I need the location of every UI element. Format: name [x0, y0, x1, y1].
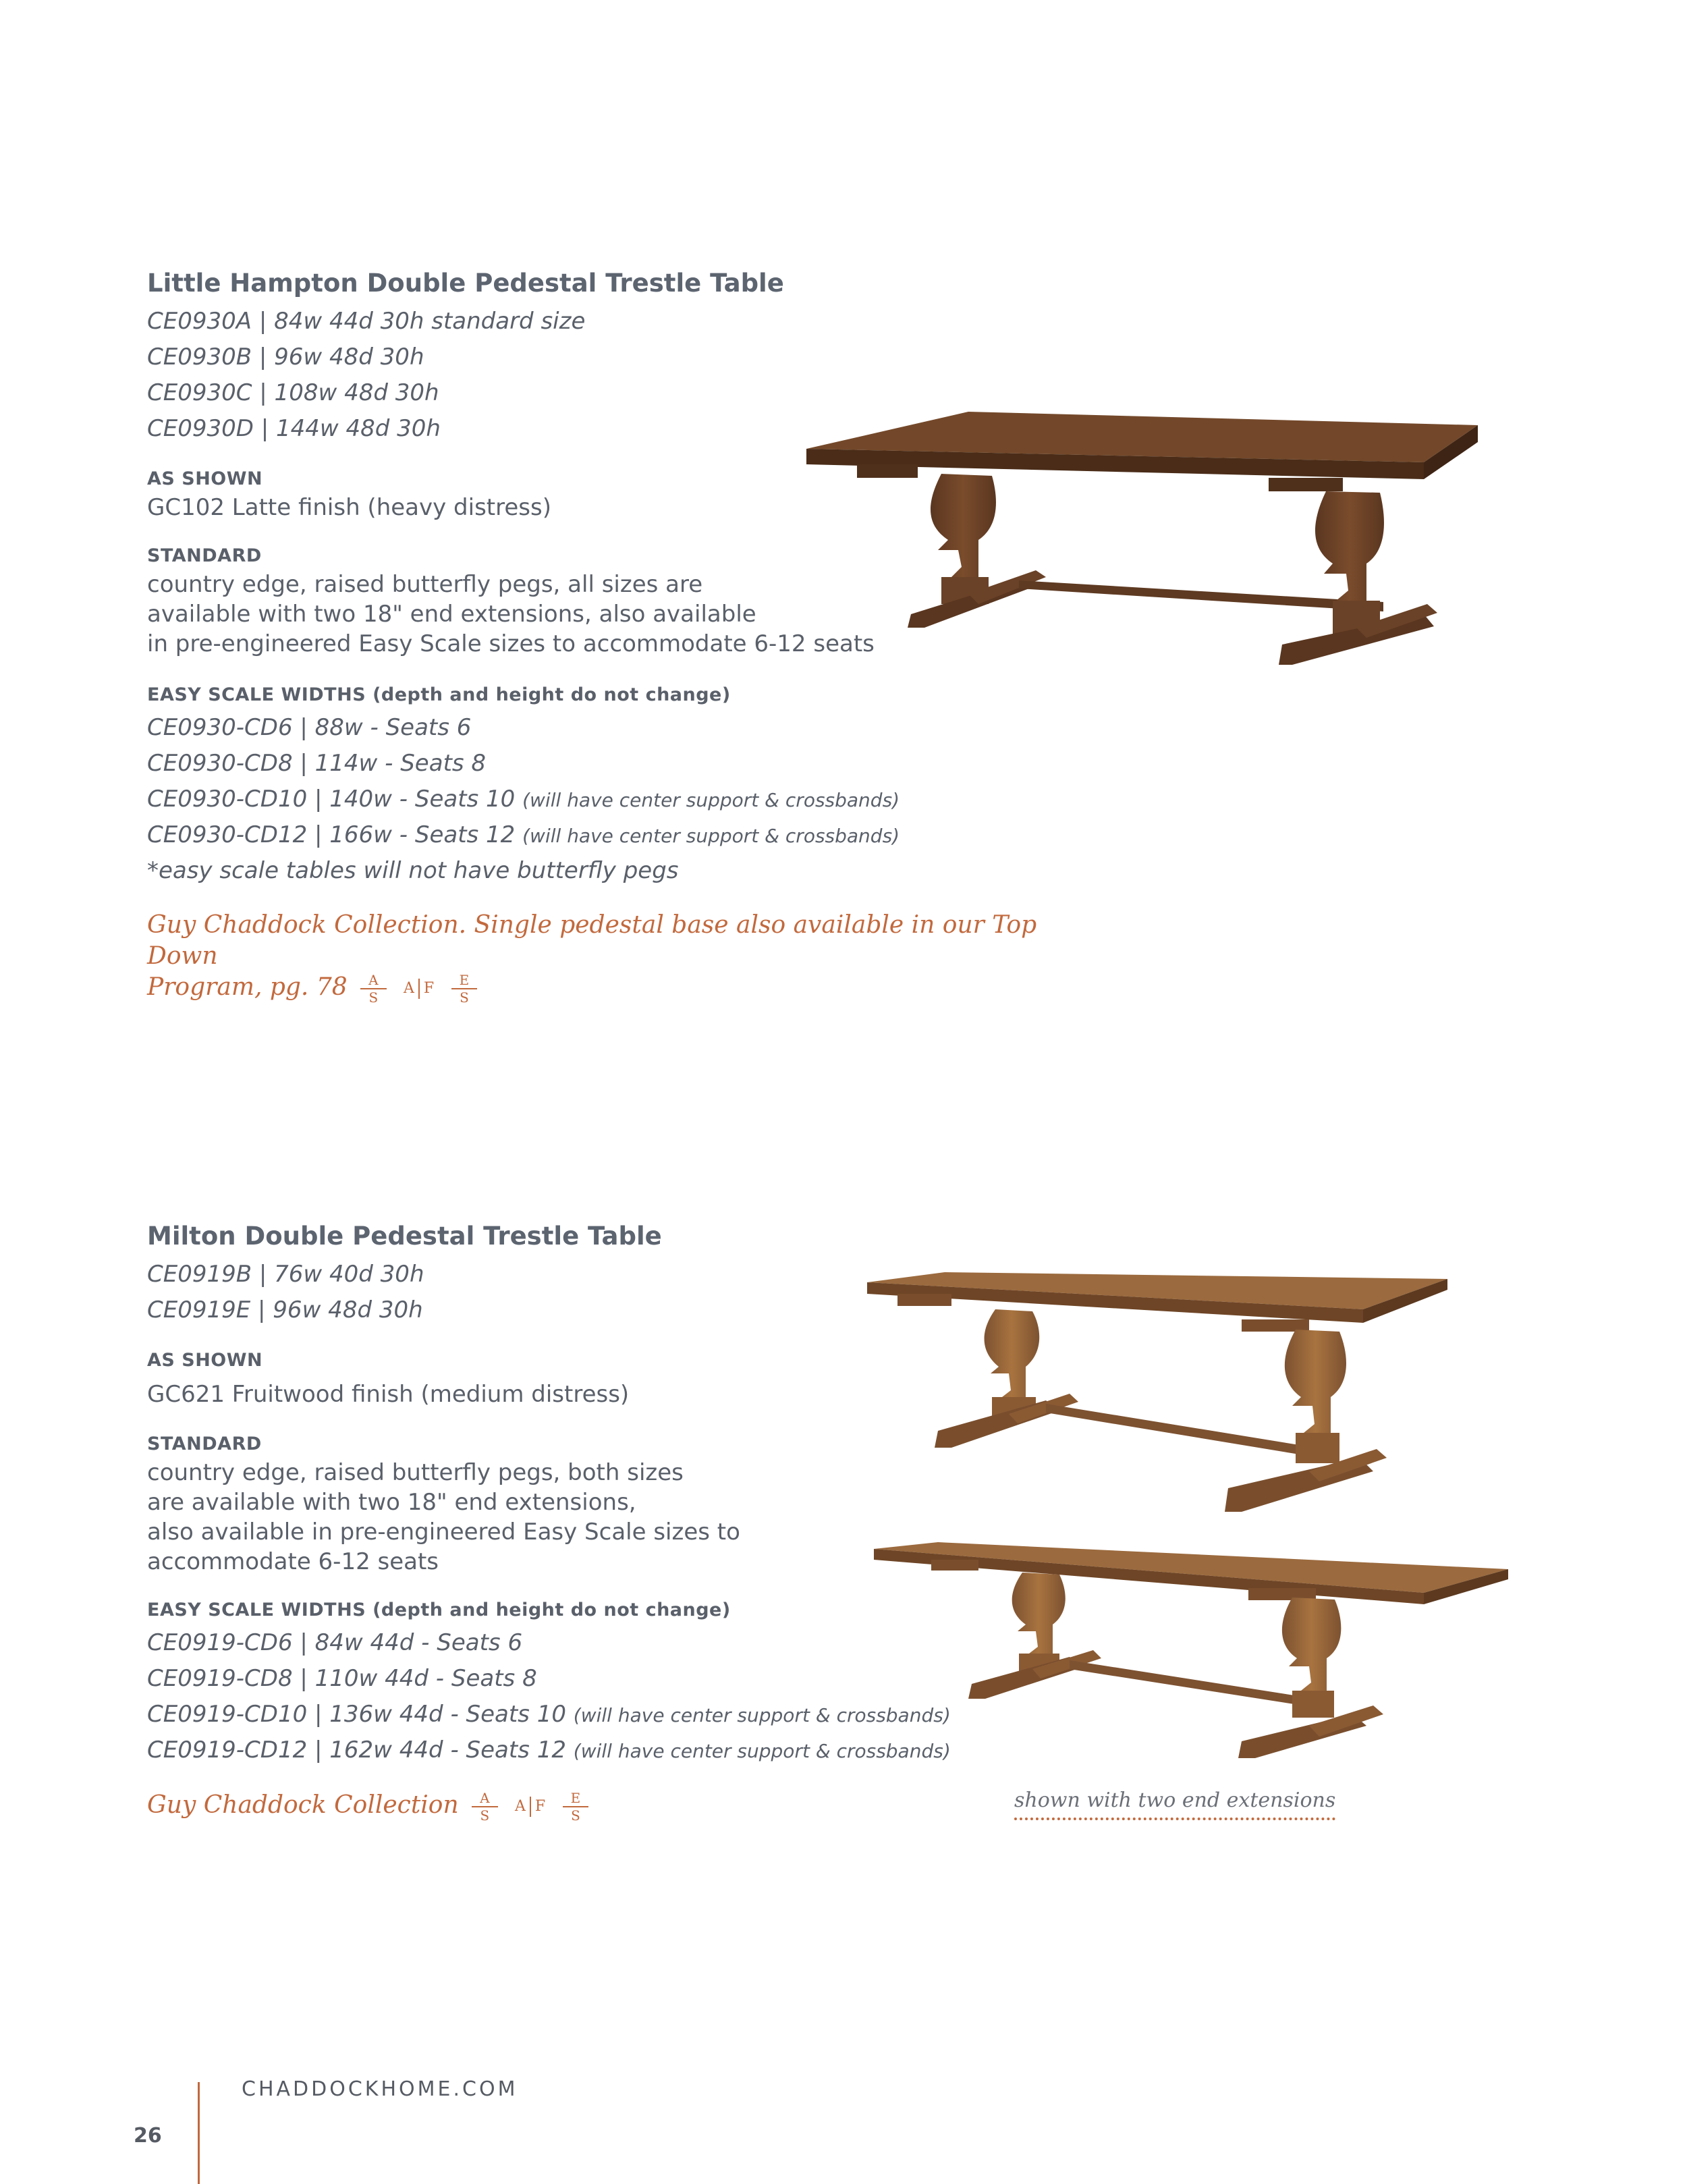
easy-scale-line: CE0930-CD6 | 88w - Seats 6	[147, 714, 472, 741]
collection-note: Guy Chaddock Collection $\frac{A}{S}$ A F $\frac{E}{S}$	[147, 1790, 594, 1824]
little-hampton-table-image	[796, 412, 1485, 668]
easy-scale-line: CE0919-CD8 | 110w 44d - Seats 8	[147, 1665, 537, 1692]
as-shown-value: GC102 Latte finish (heavy distress)	[147, 494, 551, 521]
easy-scale-line: CE0919-CD12 | 162w 44d - Seats 12 (will have center support & crossbands)	[147, 1737, 951, 1764]
as-shown-label: AS SHOWN	[147, 468, 263, 489]
product-title: Little Hampton Double Pedestal Trestle Table	[147, 269, 784, 298]
badge-e-s-icon: $\frac{E}{S}$	[563, 1790, 589, 1824]
as-shown-label: AS SHOWN	[147, 1350, 263, 1371]
sku-line: CE0930D | 144w 48d 30h	[147, 415, 441, 442]
image-caption: shown with two end extensions	[1014, 1789, 1335, 1820]
standard-label: STANDARD	[147, 1434, 262, 1454]
easy-scale-label: EASY SCALE WIDTHS (depth and height do not change)	[147, 684, 731, 705]
badge-a-s-icon: $\frac{A}{S}$	[360, 972, 386, 1006]
standard-text: country edge, raised butterfly pegs, all sizes are available with two 18" end extensions, also available in pre-engineered Easy Scale sizes to accommodate 6-12 seats	[147, 571, 875, 657]
easy-scale-line: CE0919-CD10 | 136w 44d - Seats 10 (will have center support & crossbands)	[147, 1701, 951, 1728]
product-title: Milton Double Pedestal Trestle Table	[147, 1222, 662, 1251]
easy-scale-line: CE0919-CD6 | 84w 44d - Seats 6	[147, 1629, 523, 1656]
easy-scale-line: CE0930-CD12 | 166w - Seats 12 (will have center support & crossbands)	[147, 821, 900, 848]
badge-a-f-icon: A F	[515, 1791, 545, 1822]
collection-note-line2: Program, pg. 78 $\frac{A}{S}$ A F $\frac{E}{S}$	[147, 972, 1058, 1006]
standard-label: STANDARD	[147, 545, 262, 566]
footnote: *easy scale tables will not have butterfly pegs	[147, 857, 679, 884]
sku-line: CE0930C | 108w 48d 30h	[147, 379, 439, 406]
page-number: 26	[134, 2124, 162, 2148]
milton-table-extended-image	[870, 1542, 1518, 1765]
standard-text: country edge, raised butterfly pegs, both sizes are available with two 18" end extensions, also available in pre-engineered Easy Scale sizes to accommodate 6-12 seats	[147, 1459, 740, 1575]
easy-scale-label: EASY SCALE WIDTHS (depth and height do not change)	[147, 1600, 731, 1620]
easy-scale-line: CE0930-CD8 | 114w - Seats 8	[147, 750, 487, 777]
sku-line: CE0919B | 76w 40d 30h	[147, 1261, 424, 1288]
sku-line: CE0919E | 96w 48d 30h	[147, 1296, 423, 1323]
badge-a-s-icon: $\frac{A}{S}$	[472, 1790, 497, 1824]
sku-line: CE0930A | 84w 44d 30h standard size	[147, 308, 586, 335]
badge-a-f-icon: A F	[404, 973, 434, 1004]
as-shown-value: GC621 Fruitwood finish (medium distress)	[147, 1381, 630, 1408]
badge-e-s-icon: $\frac{E}{S}$	[451, 972, 478, 1006]
collection-note: Guy Chaddock Collection. Single pedestal base also available in our Top Down Program, pg. 78 $\frac{A}{S}$ A F $\frac{E}{S}$	[147, 910, 1058, 1006]
footer-website: CHADDOCKHOME.COM	[242, 2077, 518, 2101]
footer-divider	[198, 2082, 200, 2184]
milton-table-image	[864, 1272, 1458, 1522]
sku-line: CE0930B | 96w 48d 30h	[147, 344, 424, 371]
easy-scale-line: CE0930-CD10 | 140w - Seats 10 (will have center support & crossbands)	[147, 786, 900, 813]
